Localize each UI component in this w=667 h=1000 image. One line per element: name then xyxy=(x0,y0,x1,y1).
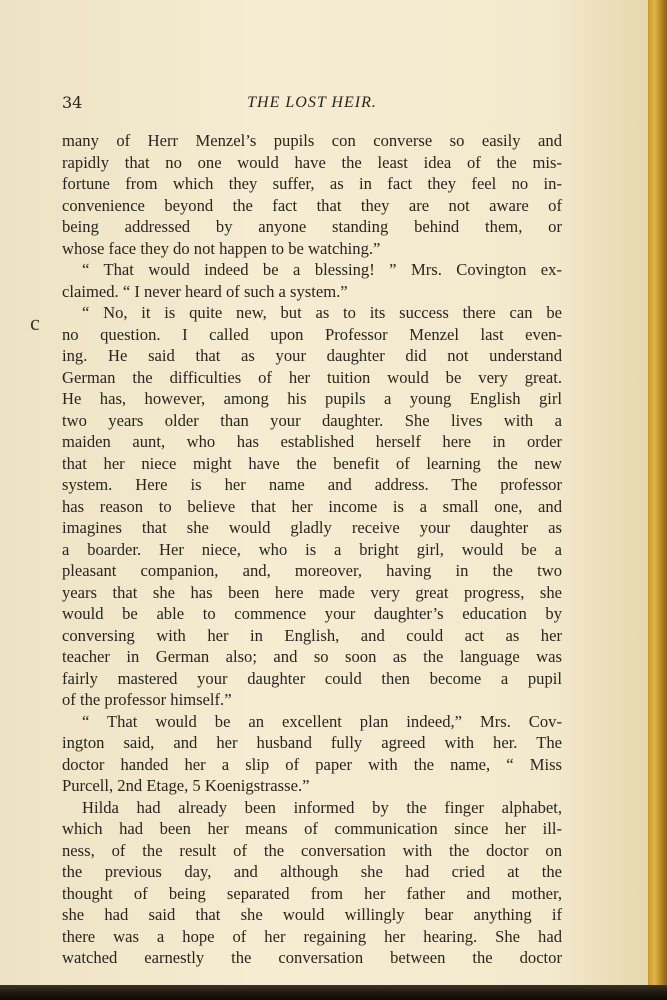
margin-mark: c xyxy=(30,310,40,335)
text-line: ness, of the result of the conversation with the doctor on xyxy=(62,840,562,860)
text-line: rapidly that no one would have the least idea of the mis- xyxy=(62,152,562,172)
text-line: “ That would be an excellent plan indeed,” Mrs. Cov- xyxy=(82,711,562,731)
text-line: ing. He said that as your daughter did not understand xyxy=(62,346,562,365)
text-line: German the difficulties of her tuition would be very great. xyxy=(62,367,562,387)
page-bottom-shadow xyxy=(0,985,667,1000)
text-line: teacher in German also; and so soon as the language was xyxy=(62,647,562,666)
text-line: many of Herr Menzel’s pupils con converse so easily and xyxy=(62,131,562,150)
text-line: there was a hope of her regaining her hearing. She had xyxy=(62,926,562,946)
text-line: Hilda had already been informed by the finger alphabet, xyxy=(82,797,562,817)
text-line: maiden aunt, who has established herself here in order xyxy=(62,432,562,451)
text-line: convenience beyond the fact that they are not aware of xyxy=(62,195,562,215)
text-line: Purcell, 2nd Etage, 5 Koenigstrasse.” xyxy=(62,776,310,795)
text-line: two years older than your daughter. She lives with a xyxy=(62,410,562,430)
text-line: “ No, it is quite new, but as to its success there can be xyxy=(82,303,562,322)
text-line: years that she has been here made very great progress, she xyxy=(62,582,562,602)
text-line: watched earnestly the conversation between the doctor xyxy=(62,948,562,967)
text-line: thought of being separated from her father and mother, xyxy=(62,883,562,903)
page-gilt-edge xyxy=(648,0,667,1000)
text-line: system. Here is her name and address. The professor xyxy=(62,475,562,494)
text-line: claimed. “ I never heard of such a system.” xyxy=(62,281,348,301)
text-line: He has, however, among his pupils a young English girl xyxy=(62,389,562,408)
text-line: would be able to commence your daughter’s education by xyxy=(62,604,562,623)
text-line: fairly mastered your daughter could then become a pupil xyxy=(62,668,562,688)
text-line: a boarder. Her niece, who is a bright girl, would be a xyxy=(62,539,562,559)
text-line: she had said that she would willingly bear anything if xyxy=(62,905,562,924)
text-line: ington said, and her husband fully agreed with her. The xyxy=(62,733,562,752)
text-line: “ That would indeed be a blessing! ” Mrs. Covington ex- xyxy=(82,260,562,279)
text-line: imagines that she would gladly receive your daughter as xyxy=(62,518,562,537)
text-line: pleasant companion, and, moreover, having in the two xyxy=(62,561,562,580)
text-line: the previous day, and although she had cried at the xyxy=(62,862,562,881)
text-line: fortune from which they suffer, as in fact they feel no in- xyxy=(62,174,562,193)
body-text xyxy=(62,130,562,969)
page-number: 34 xyxy=(62,93,83,112)
text-line: of the professor himself.” xyxy=(62,690,232,709)
text-line: whose face they do not happen to be watching.” xyxy=(62,238,381,258)
text-line: doctor handed her a slip of paper with the name, “ Miss xyxy=(62,754,562,774)
text-line: has reason to believe that her income is a small one, and xyxy=(62,496,562,516)
text-line: no question. I called upon Professor Menzel last even- xyxy=(62,324,562,344)
text-line: conversing with her in English, and could act as her xyxy=(62,625,562,645)
text-line: that her niece might have the benefit of learning the new xyxy=(62,453,562,473)
text-line: being addressed by anyone standing behind them, or xyxy=(62,217,562,236)
text-line: which had been her means of communication since her ill- xyxy=(62,819,562,838)
running-head xyxy=(62,92,562,114)
running-title: THE LOST HEIR. xyxy=(247,94,377,111)
